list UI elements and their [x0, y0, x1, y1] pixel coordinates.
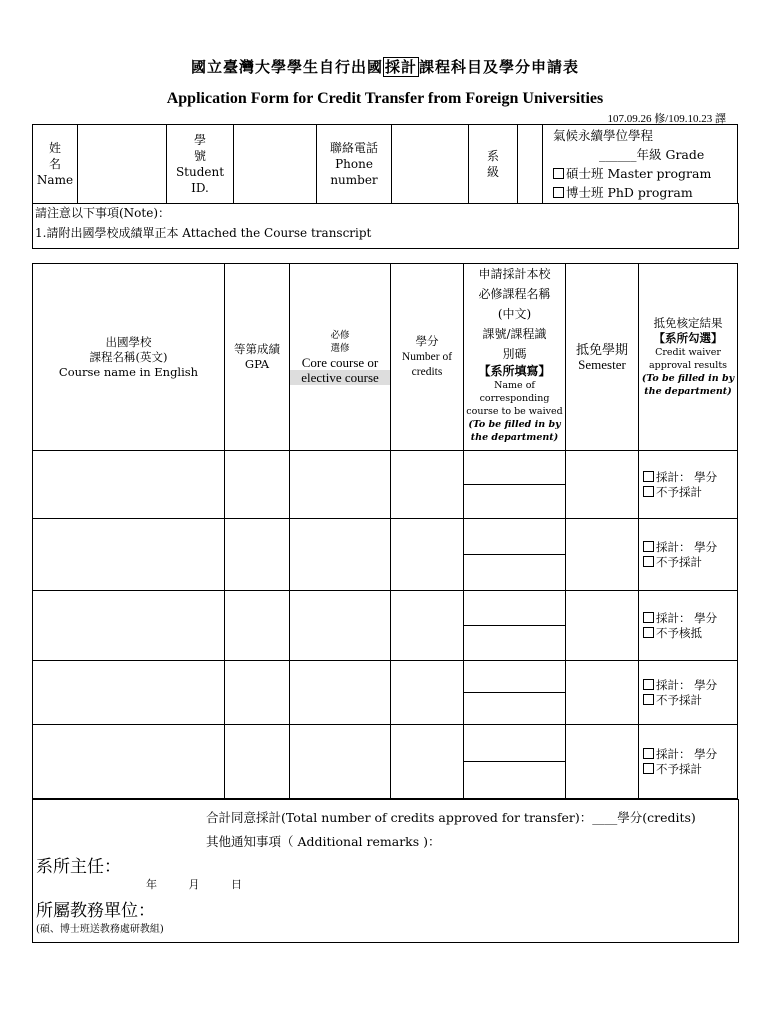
revision-date: 107.09.26 修/109.10.23 譯 [607, 113, 726, 125]
credits-cell[interactable] [391, 661, 464, 725]
header-semester: 抵免學期 Semester [566, 264, 639, 451]
course-name-cell[interactable] [33, 519, 225, 591]
master-option[interactable]: 碩士班 Master program [553, 164, 737, 183]
title-boxed-text: 採計 [384, 58, 417, 76]
notes-box [32, 203, 739, 249]
result-cell [639, 591, 738, 661]
notes-heading: 請注意以下事項(Note)： [35, 206, 171, 220]
grade-field[interactable]: ______年級 Grade [599, 147, 705, 162]
table-row [33, 519, 738, 555]
header-credits: 學分 Number of credits [391, 264, 464, 451]
checkbox-icon[interactable] [643, 763, 654, 774]
credits-cell[interactable] [391, 591, 464, 661]
header-course-type: 必修 選修 Core course or elective course [290, 264, 391, 451]
course-name-cell[interactable] [33, 591, 225, 661]
waived-course-cell[interactable] [464, 661, 566, 693]
name-label: 姓 名 Name [33, 125, 78, 204]
course-type-cell[interactable] [290, 661, 391, 725]
course-type-cell[interactable] [290, 725, 391, 799]
dept-head-signature[interactable]: 系所主任： [36, 857, 121, 877]
note-item-1: 1.請附出國學校成績單正本 Attached the Course transcript [35, 226, 372, 240]
checkbox-icon[interactable] [643, 627, 654, 638]
result-cell [639, 725, 738, 799]
course-name-cell[interactable] [33, 725, 225, 799]
form-title-zh: 國立臺灣大學學生自行出國 採計 課程科目及學分申請表 [190, 58, 580, 76]
gpa-cell[interactable] [225, 451, 290, 519]
form-title-en: Application Form for Credit Transfer from Foreign Universities [166, 90, 604, 107]
semester-cell[interactable] [566, 725, 639, 799]
waived-course-id-cell[interactable] [464, 555, 566, 591]
gpa-cell[interactable] [225, 725, 290, 799]
academic-office-signature[interactable]: 所屬教務單位： [36, 901, 155, 921]
result-cell [639, 519, 738, 591]
credits-cell[interactable] [391, 725, 464, 799]
waived-course-cell[interactable] [464, 591, 566, 626]
total-credits-line[interactable]: 合計同意採計(Total number of credits approved for transfer)：____學分(credits) [206, 810, 696, 825]
waived-course-id-cell[interactable] [464, 693, 566, 725]
phone-label: 聯絡電話 Phone number [317, 125, 392, 204]
checkbox-icon[interactable] [643, 556, 654, 567]
course-type-cell[interactable] [290, 451, 391, 519]
approve-option[interactable]: 採計： 學分 [643, 540, 737, 555]
checkbox-icon[interactable] [643, 541, 654, 552]
header-course-name: 出國學校 課程名稱(英文) Course name in English [33, 264, 225, 451]
result-cell [639, 661, 738, 725]
applicant-info-table [32, 124, 738, 204]
credits-cell[interactable] [391, 451, 464, 519]
program-title: 氣候永續學位學程 [553, 128, 654, 143]
checkbox-icon[interactable] [643, 612, 654, 623]
reject-option[interactable]: 不予採計 [643, 762, 737, 777]
table-row [33, 725, 738, 762]
course-type-cell[interactable] [290, 591, 391, 661]
course-name-cell[interactable] [33, 661, 225, 725]
checkbox-icon[interactable] [643, 748, 654, 759]
table-row [33, 591, 738, 626]
date-line[interactable]: 年 月 日 [146, 878, 242, 891]
reject-option[interactable]: 不予採計 [643, 693, 737, 708]
table-row [33, 451, 738, 485]
checkbox-icon[interactable] [553, 168, 564, 179]
reject-option[interactable]: 不予採計 [643, 555, 737, 570]
office-note: (碩、博士班送教務處研教組) [36, 924, 164, 935]
reject-option[interactable]: 不予核抵 [643, 626, 737, 641]
credits-cell[interactable] [391, 519, 464, 591]
gpa-cell[interactable] [225, 661, 290, 725]
semester-cell[interactable] [566, 661, 639, 725]
dept-label: 系 級 [469, 125, 518, 204]
checkbox-icon[interactable] [643, 679, 654, 690]
reject-option[interactable]: 不予採計 [643, 485, 737, 500]
gpa-cell[interactable] [225, 591, 290, 661]
result-cell [639, 451, 738, 519]
phd-option[interactable]: 博士班 PhD program [553, 183, 737, 202]
name-field[interactable] [78, 125, 167, 204]
waived-course-id-cell[interactable] [464, 762, 566, 799]
approve-option[interactable]: 採計： 學分 [643, 611, 737, 626]
checkbox-icon[interactable] [643, 694, 654, 705]
waived-course-cell[interactable] [464, 725, 566, 762]
waived-course-cell[interactable] [464, 519, 566, 555]
remarks-line[interactable]: 其他通知事項（ Additional remarks )： [206, 834, 441, 849]
course-type-cell[interactable] [290, 519, 391, 591]
header-result: 抵免核定結果 【系所勾選】 Credit waiver approval results (To be filled in by the department) [639, 264, 738, 451]
waived-course-cell[interactable] [464, 451, 566, 485]
semester-cell[interactable] [566, 451, 639, 519]
checkbox-icon[interactable] [553, 187, 564, 198]
student-id-field[interactable] [234, 125, 317, 204]
waived-course-id-cell[interactable] [464, 485, 566, 519]
phone-field[interactable] [392, 125, 469, 204]
gpa-cell[interactable] [225, 519, 290, 591]
semester-cell[interactable] [566, 519, 639, 591]
program-cell [543, 125, 738, 204]
checkbox-icon[interactable] [643, 471, 654, 482]
course-table [32, 263, 738, 799]
waived-course-id-cell[interactable] [464, 626, 566, 661]
approve-option[interactable]: 採計： 學分 [643, 678, 737, 693]
approve-option[interactable]: 採計： 學分 [643, 470, 737, 485]
header-waived-course: 申請採計本校 必修課程名稱 (中文) 課號/課程識 別碼 【系所填寫】 Name of corresponding course to be waived (To be filled in by the department) [464, 264, 566, 451]
checkbox-icon[interactable] [643, 486, 654, 497]
approve-option[interactable]: 採計： 學分 [643, 747, 737, 762]
course-name-cell[interactable] [33, 451, 225, 519]
semester-cell[interactable] [566, 591, 639, 661]
dept-field[interactable] [518, 125, 543, 204]
table-row [33, 661, 738, 693]
header-gpa: 等第成績 GPA [225, 264, 290, 451]
student-id-label: 學 號 Student ID. [167, 125, 234, 204]
